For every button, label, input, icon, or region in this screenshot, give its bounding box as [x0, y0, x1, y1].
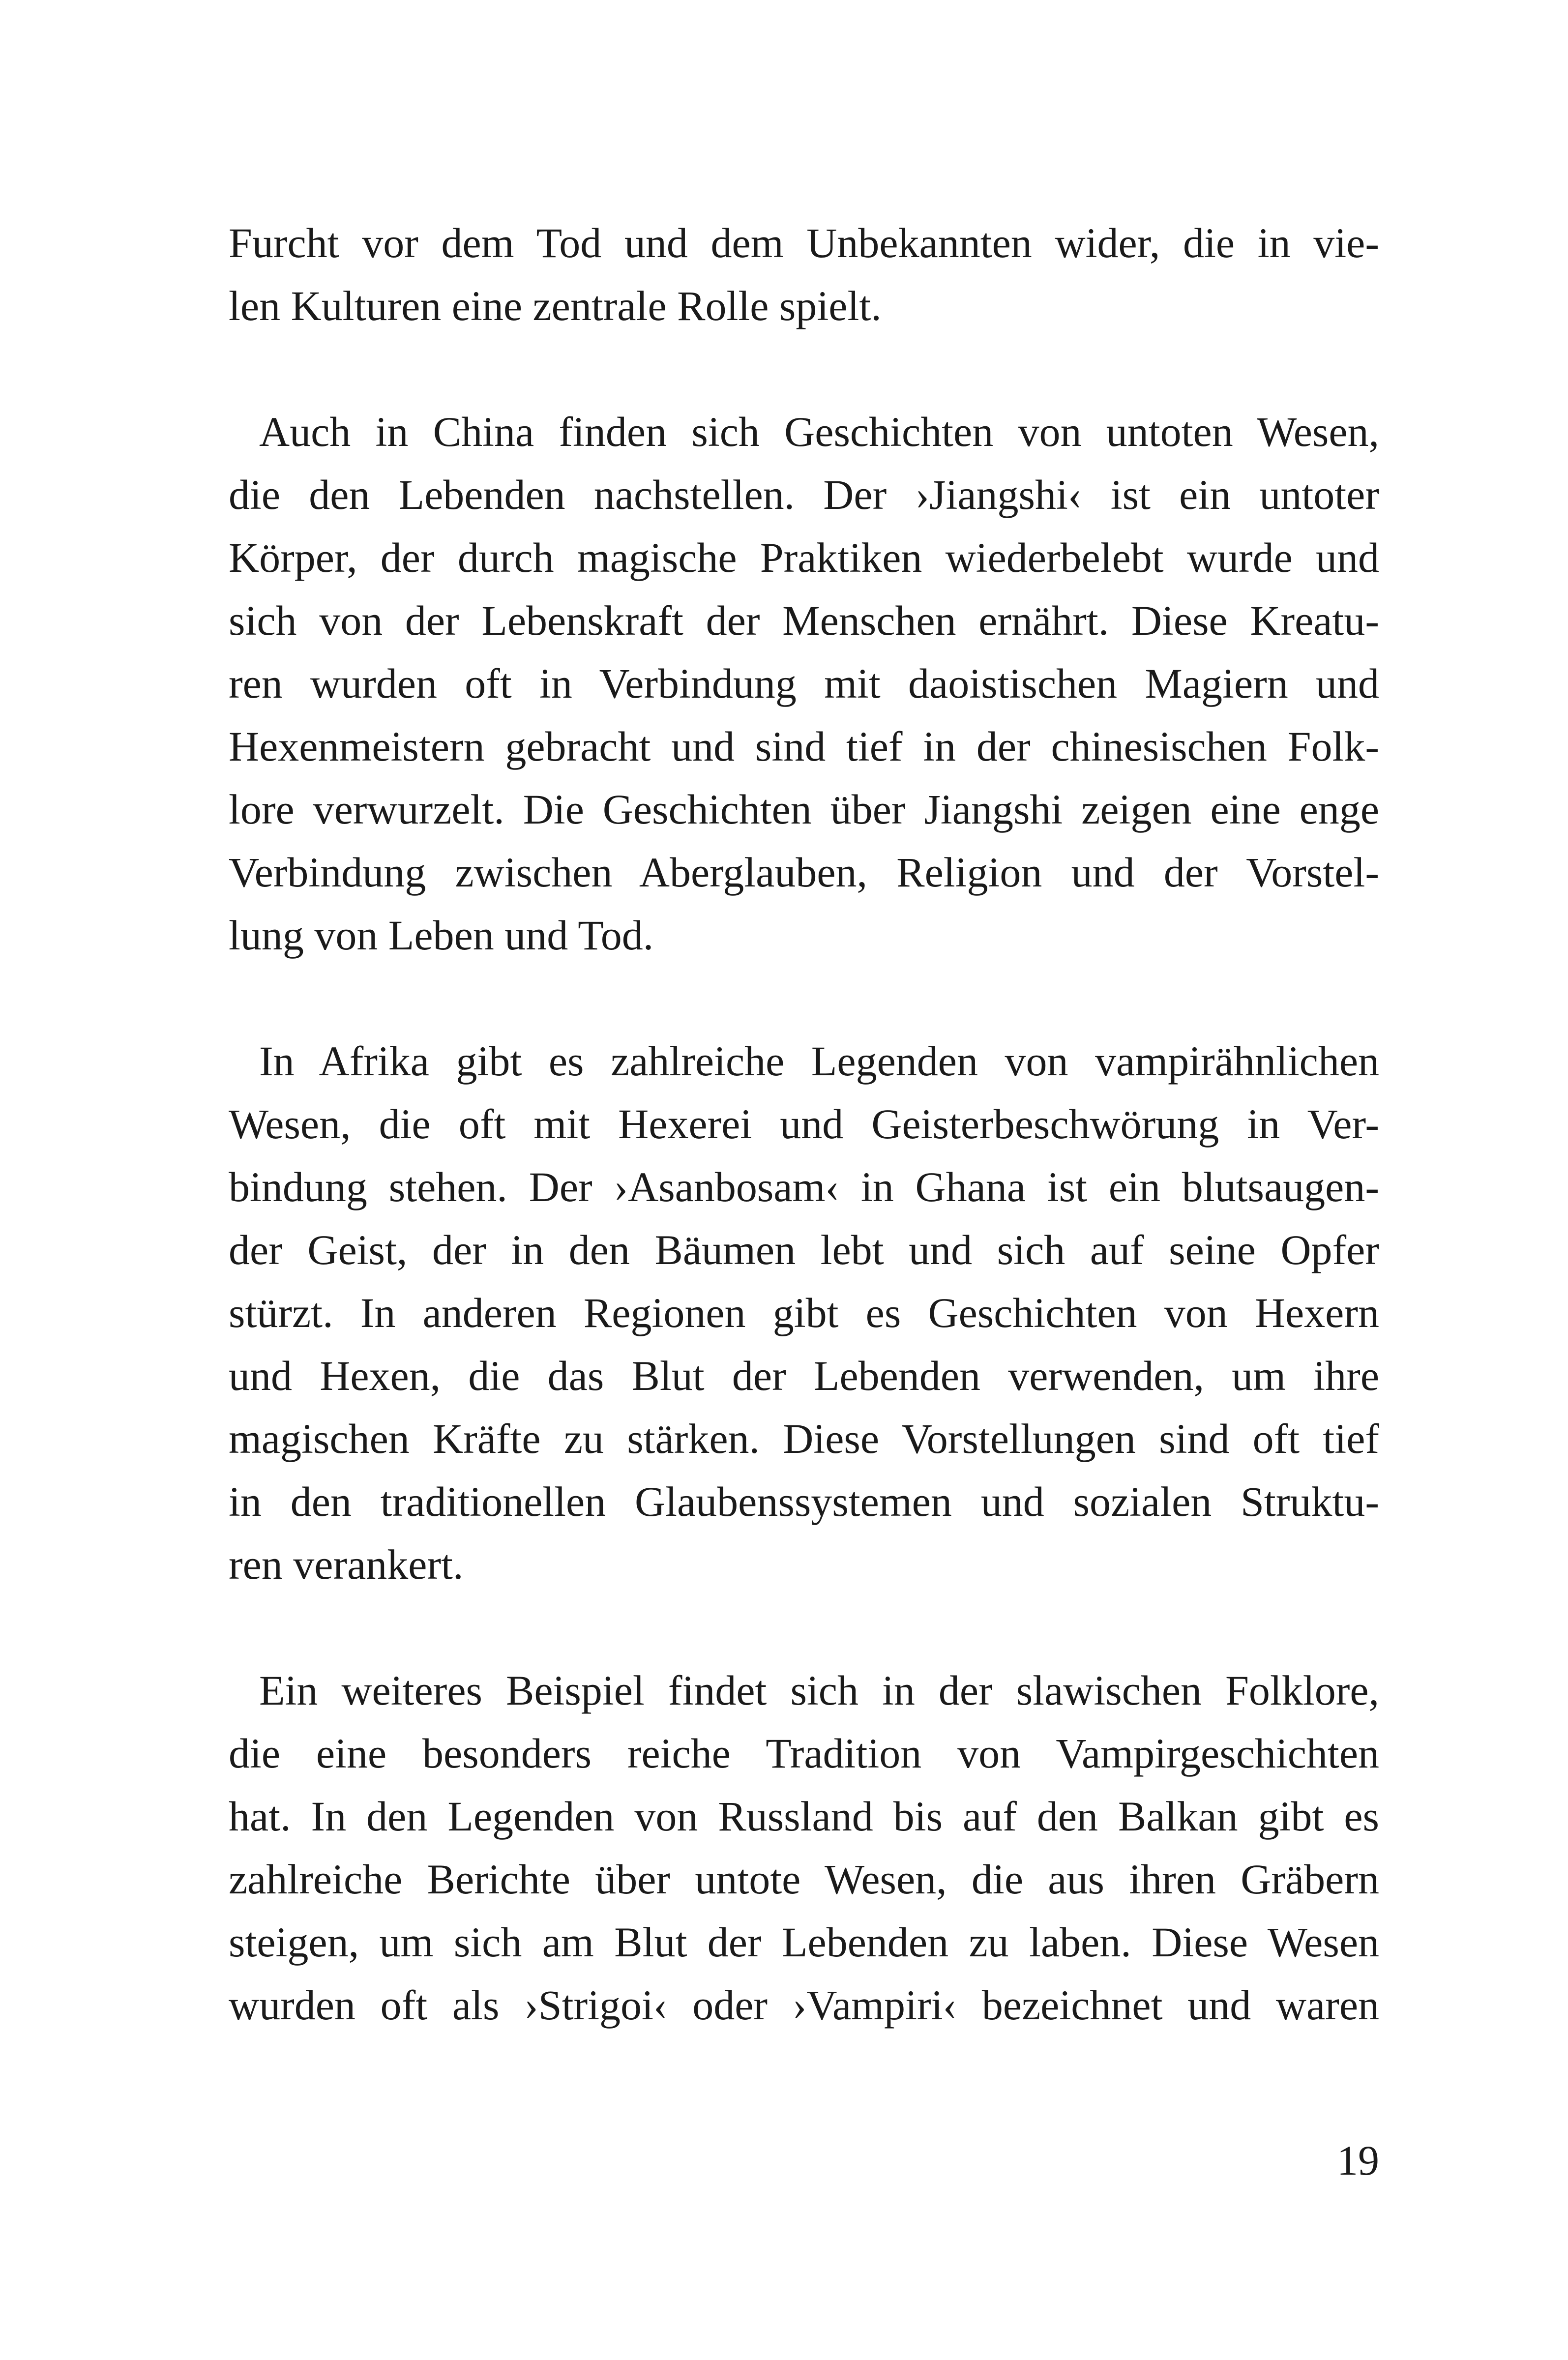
body-text [229, 211, 1379, 2036]
text-line: len Kulturen eine zentrale Rolle spielt. [229, 282, 882, 329]
text-line: steigen, um sich am Blut der Lebenden zu laben. Diese Wesen [229, 1918, 1379, 1966]
text-line: lore verwurzelt. Die Geschichten über Jiangshi zeigen eine enge [229, 786, 1379, 833]
text-line: Ein weiteres Beispiel findet sich in der slawischen Folklore, [259, 1667, 1379, 1714]
text-line: stürzt. In anderen Regionen gibt es Geschichten von Hexern [229, 1289, 1379, 1336]
text-line: Verbindung zwischen Aberglauben, Religion und der Vorstel- [229, 849, 1379, 896]
text-line: Körper, der durch magische Praktiken wiederbelebt wurde und [229, 534, 1379, 581]
text-line: Wesen, die oft mit Hexerei und Geisterbeschwörung in Ver- [229, 1100, 1379, 1148]
text-line: wurden oft als ›Strigoi‹ oder ›Vampiri‹ bezeichnet und waren [229, 1981, 1379, 2029]
text-line: zahlreiche Berichte über untote Wesen, die aus ihren Gräbern [229, 1856, 1379, 1903]
text-line: und Hexen, die das Blut der Lebenden verwenden, um ihre [229, 1352, 1379, 1399]
text-line: ren verankert. [229, 1541, 464, 1588]
text-line: die den Lebenden nachstellen. Der ›Jiangshi‹ ist ein untoter [229, 471, 1379, 518]
text-line: sich von der Lebenskraft der Menschen ernährt. Diese Kreatu- [229, 597, 1379, 644]
text-line: Hexenmeistern gebracht und sind tief in der chinesischen Folk- [229, 723, 1379, 770]
paragraph-gap [229, 967, 1379, 1030]
text-line: ren wurden oft in Verbindung mit daoistischen Magiern und [229, 660, 1379, 707]
text-line: Furcht vor dem Tod und dem Unbekannten wider, die in vie- [229, 219, 1379, 266]
text-line: In Afrika gibt es zahlreiche Legenden von vampirähnlichen [259, 1037, 1379, 1085]
text-line: lung von Leben und Tod. [229, 912, 654, 959]
text-line: bindung stehen. Der ›Asanbosam‹ in Ghana ist ein blutsaugen- [229, 1163, 1379, 1210]
text-line: hat. In den Legenden von Russland bis auf den Balkan gibt es [229, 1793, 1379, 1840]
page-number: 19 [1337, 2137, 1379, 2184]
paragraph-gap [229, 1596, 1379, 1659]
text-line: der Geist, der in den Bäumen lebt und sich auf seine Opfer [229, 1226, 1379, 1273]
text-line: die eine besonders reiche Tradition von Vampirgeschichten [229, 1730, 1379, 1777]
text-line: in den traditionellen Glaubenssystemen und sozialen Struktu- [229, 1478, 1379, 1525]
text-line: Auch in China finden sich Geschichten von untoten Wesen, [259, 408, 1379, 455]
paragraph-gap [229, 337, 1379, 400]
text-line: magischen Kräfte zu stärken. Diese Vorstellungen sind oft tief [229, 1415, 1379, 1462]
